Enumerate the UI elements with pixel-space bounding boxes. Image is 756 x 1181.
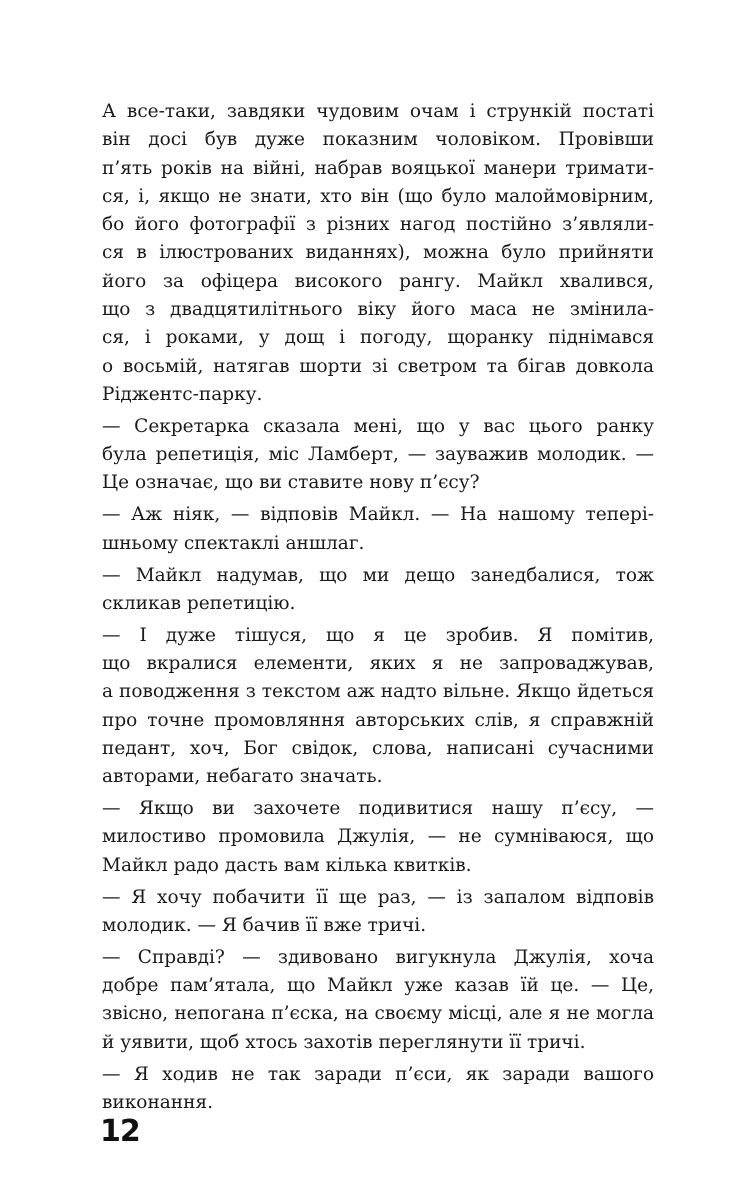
text-line: авторами, небагато значать. xyxy=(102,766,383,788)
text-line: п’ять років на війні, набрав вояцької манери тримати- xyxy=(102,157,654,179)
text-line: Ріджентс-парку. xyxy=(102,383,263,405)
text-line: а поводження з текстом аж надто вільне. Якщо йдеться xyxy=(102,681,654,703)
text-line: молодик. — Я бачив її вже тричі. xyxy=(102,914,427,936)
page-number: 12 xyxy=(100,1114,140,1149)
paragraph xyxy=(102,98,654,409)
paragraph xyxy=(102,622,654,792)
text-line: й уявити, щоб хтось захотів переглянути її тричі. xyxy=(102,1031,586,1053)
paragraph xyxy=(102,1061,654,1118)
text-line: — І дуже тішуся, що я це зробив. Я помітив, xyxy=(102,624,654,646)
text-line: ся в ілюстрованих виданнях), можна було прийняти xyxy=(102,242,654,264)
text-line: Майкл радо дасть вам кілька квитків. xyxy=(102,854,472,876)
text-line: була репетиція, міс Ламберт, — зауважив молодик. — xyxy=(102,444,654,466)
text-line: — Я хочу побачити її ще раз, — із запалом відповів xyxy=(102,886,654,908)
text-line: про точне промовляння авторських слів, я справжній xyxy=(102,709,654,731)
text-line: — Секретарка сказала мені, що у вас цього ранку xyxy=(102,415,654,437)
text-line: Це означає, що ви ставите нову п’єсу? xyxy=(102,472,480,494)
paragraph xyxy=(102,413,654,498)
text-line: шньому спектаклі аншлаг. xyxy=(102,532,365,554)
text-line: А все-таки, завдяки чудовим очам і стрункій постаті xyxy=(102,101,654,122)
text-line: — Я ходив не так заради п’єси, як заради вашого xyxy=(102,1063,654,1085)
paragraph xyxy=(102,501,654,558)
text-line: його за офіцера високого рангу. Майкл хвалився, xyxy=(102,270,654,292)
text-line: ся, і роками, у дощ і погоду, щоранку піднімався xyxy=(102,327,654,349)
paragraph xyxy=(102,795,654,880)
text-line: що з двадцятилітнього віку його маса не змінила- xyxy=(102,299,654,321)
text-line: — Аж ніяк, — відповів Майкл. — На нашому тепері- xyxy=(102,504,654,526)
text-line: — Справді? — здивовано вигукнула Джулія, хоча xyxy=(102,946,654,968)
text-line: милостиво промовила Джулія, — не сумніваюся, що xyxy=(102,826,654,848)
paragraph xyxy=(102,562,654,619)
body-text xyxy=(102,98,654,1117)
text-line: добре пам’ятала, що Майкл уже казав їй це. — Це, xyxy=(102,975,654,997)
text-line: — Майкл надумав, що ми дещо занедбалися, тож xyxy=(102,564,654,586)
text-line: скликав репетицію. xyxy=(102,592,296,614)
text-line: педант, хоч, Бог свідок, слова, написані сучасними xyxy=(102,737,654,759)
text-line: виконання. xyxy=(102,1091,214,1113)
text-line: о восьмій, натягав шорти зі светром та бігав довкола xyxy=(102,355,654,377)
text-line: він досі був дуже показним чоловіком. Провівши xyxy=(102,129,654,151)
text-line: що вкралися елементи, яких я не запроваджував, xyxy=(102,653,654,675)
paragraph xyxy=(102,944,654,1057)
text-line: — Якщо ви захочете подивитися нашу п’єсу, — xyxy=(102,798,654,820)
paragraph xyxy=(102,884,654,941)
text-line: ся, і, якщо не знати, хто він (що було малоймовірним, xyxy=(102,185,654,207)
text-line: звісно, непогана п’єска, на своєму місці, але я не могла xyxy=(102,1003,654,1025)
text-line: бо його фотографії з різних нагод постійно з’являли- xyxy=(102,214,654,236)
